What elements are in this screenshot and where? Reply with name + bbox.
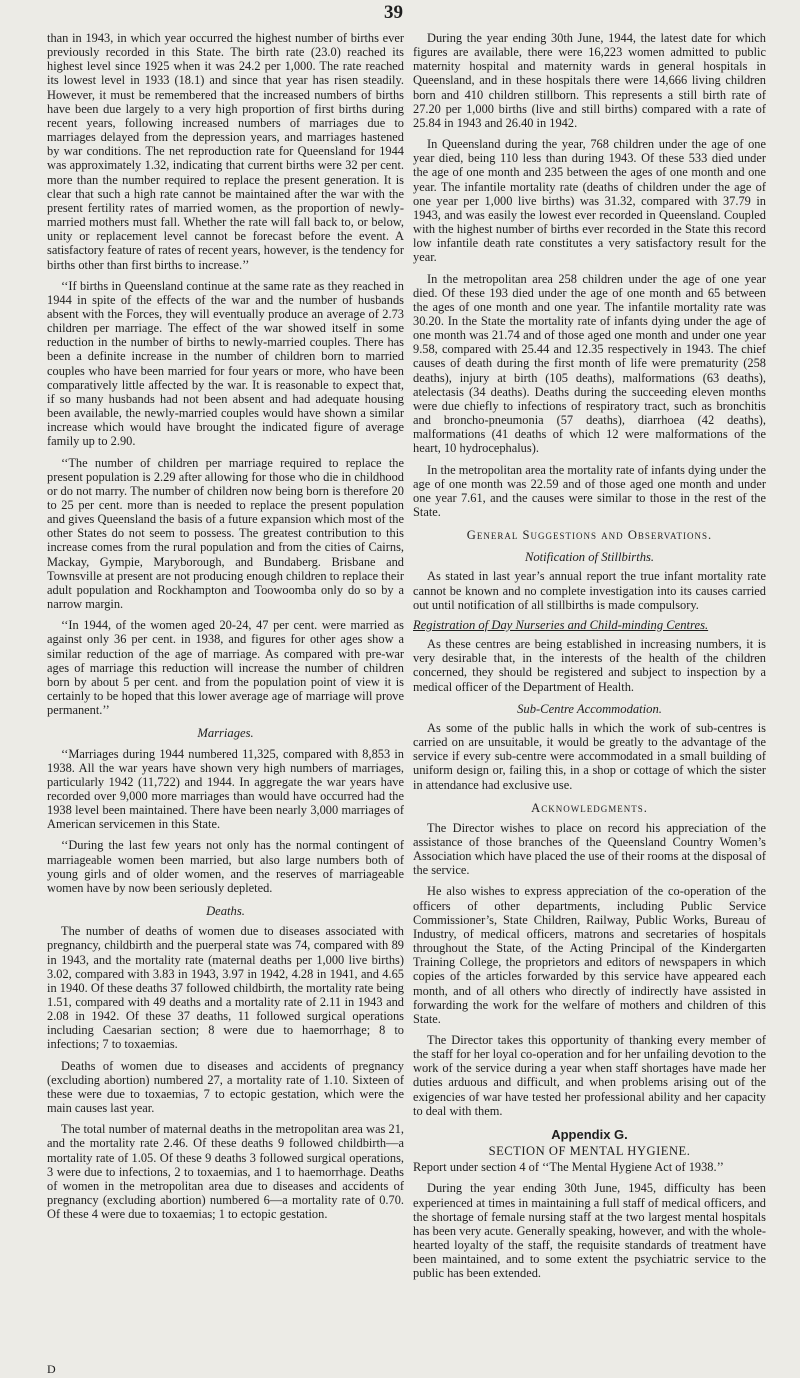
- heading-notification: Notification of Stillbirths.: [524, 550, 655, 565]
- paragraph: ‘‘During the last few years not only has the normal contingent of marriageable women been married, but also large numbers both of young girls and of older women, and the reserves of marriageable women have by now been seriously depleted.: [47, 838, 404, 895]
- heading-acknowledgments: Acknowledgments.: [531, 800, 648, 815]
- heading-general-suggestions: General Suggestions and Observations.: [466, 528, 713, 543]
- heading-subcentre: Sub-Centre Accommodation.: [517, 701, 662, 716]
- heading-registration: [413, 618, 766, 632]
- paragraph: As some of the public halls in which the work of sub-centres is carried on are unsuitable, it would be greatly to the advantage of the service if every sub-centre were accommodated in a small building of uniform design or, failing this, in a shop or cottage of which the sister in attendance had exclusive use.: [413, 720, 766, 792]
- section-title: SECTION OF MENTAL HYGIENE.: [488, 1144, 691, 1159]
- paragraph: ‘‘Marriages during 1944 numbered 11,325, compared with 8,853 in 1938. All the war years have shown very high numbers of marriages, particularly 1942 (11,722) and 1944. In aggregate the war years have recorded over 9,000 more marriages than would have occurred had the 1938 level been maintained. There have been nearly 3,000 marriages of American servicemen in this State.: [47, 746, 404, 832]
- left-column: [47, 31, 404, 1221]
- paragraph: than in 1943, in which year occurred the highest number of births ever previously recorded in this State. The birth rate (23.0) reached its highest level since 1925 when it was 24.2 per 1,000. The rate reached its lowest level in 1933 (18.1) and since that year has risen steadily. However, it must be remembered that the increased numbers of births have been due largely to a very high proportion of first births during recent years, following increased numbers of marriages due to marriages delayed from the depression years, and marriages hastened by war conditions. The net reproduction rate for Queensland for 1944 was approximately 1.32, indicating that current births were 32 per cent. more than the number required to replace the present generation. It is clear that such a high rate cannot be maintained after the war with the present fertility rates of married women, as the proportion of newly-married mothers must fall. Whether the rate will fall back to, or below, unity or replacement level cannot be forecast before the event. A satisfactory feature of rates of recent years, however, is the tendency for births other than first births to increase.’’: [47, 31, 404, 272]
- paragraph: As these centres are being established in increasing numbers, it is very desirable that, in the interests of the health of the children concerned, they should be registered and subject to inspection by a medical officer of the Department of Health.: [413, 637, 766, 694]
- paragraph: During the year ending 30th June, 1944, the latest date for which figures are available, there were 16,223 women admitted to public maternity hospital and maternity wards in general hospitals in Queensland, and in these hospitals there were 14,666 living children born and 410 children stillborn. This represents a still birth rate of 27.20 per 1,000 births (live and still births) compared with a rate of 25.84 in 1943 and 26.40 in 1942.: [413, 31, 766, 130]
- heading-marriages: Marriages.: [197, 726, 254, 741]
- paragraph: ‘‘The number of children per marriage required to replace the present population is 2.29 after allowing for those who die in childhood or do not marry. The number of children now being born is therefore 20 to 25 per cent. more than is needed to replace the present population and gives Queensland the basis of a future expansion which most of the other States do not seem to possess. The greatest contribution to this increase comes from the rural population and from the cities of Cairns, Mackay, Gympie, Maryborough, and Bundaberg. Brisbane and Townsville at present are not producing enough children to replace their adult population and Rockhampton and Toowoomba only do so by a narrow margin.: [47, 455, 404, 612]
- appendix-title: Appendix G.: [551, 1126, 628, 1142]
- footer-signature-letter: D: [47, 1362, 56, 1376]
- paragraph: During the year ending 30th June, 1945, difficulty has been experienced at times in maintaining a full staff of medical officers, and the shortage of female nursing staff at the two largest mental hospitals has been very acute. Generally speaking, however, and with the whole-hearted loyalty of the staff, the requisite standards of treatment have been maintained, and to some extent the psychiatric service to the public has been extended.: [413, 1181, 766, 1281]
- page-number: 39: [384, 2, 403, 23]
- paragraph: The number of deaths of women due to diseases associated with pregnancy, childbirth and the puerperal state was 74, compared with 89 in 1943, and the mortality rate (maternal deaths per 1,000 live births) 3.02, compared with 3.83 in 1943, 3.97 in 1942, 4.28 in 1941, and 4.65 in 1940. Of these deaths 37 followed childbirth, the mortality rate being 1.51, compared with 49 deaths and a mortality rate of 2.11 in 1943 and 2.08 in 1942. Of these 37 deaths, 11 followed surgical operations including Caesarian section; 8 were due to haemorrhage; 8 to infections; 7 to toxaemias.: [47, 924, 404, 1052]
- paragraph: The total number of maternal deaths in the metropolitan area was 21, and the mortality rate 2.46. Of these deaths 9 followed childbirth—a mortality rate of 1.05. Of these 9 deaths 3 followed surgical operations, 3 were due to infections, 2 to toxaemias, and 1 to haemorrhage. Deaths of women in the metropolitan area due to diseases and accidents of pregnancy (excluding abortion) numbered 6—a mortality rate of 0.70. Of these 4 were due to toxaemias; 1 to ectopic gestation.: [47, 1122, 404, 1222]
- heading-deaths: Deaths.: [206, 904, 245, 919]
- paragraph: ‘‘In 1944, of the women aged 20-24, 47 per cent. were married as against only 36 per cent. in 1938, and figures for other ages show a similar reduction of the age of marriage. As compared with pre-war ages of marriage this reduction will increase the number of children born by about 5 per cent. and from the population point of view it is certainly to be hoped that this lower average age of marriage will prove permanent.’’: [47, 618, 404, 718]
- paragraph: The Director wishes to place on record his appreciation of the assistance of those branches of the Queensland Country Women’s Association which have placed the use of their rooms at the disposal of the service.: [413, 820, 766, 878]
- paragraph: ‘‘If births in Queensland continue at the same rate as they reached in 1944 in spite of the effects of the war and the number of husbands absent with the Forces, they will eventually produce an average of 2.73 children per marriage. The effect of the war showed itself in some reduction in the number of births to newly-married couples. There has been a definite increase in the number of children born to married couples who have been married for four years or more, who have been comparatively little affected by the war. It is reasonable to expect that, if so many husbands had not been absent and had adequate housing been available, the newly-married couples would have shown a similar increase which would have brought the indicated figure of average family up to 2.90.: [47, 278, 404, 449]
- heading-registration-text: Registration of Day Nurseries and Child-minding Centres.: [413, 617, 709, 632]
- right-column: [413, 31, 766, 1281]
- paragraph: In Queensland during the year, 768 children under the age of one year died, being 110 less than during 1943. Of these 533 died under the age of one month and 235 between the ages of one month and one year. The infantile mortality rate (deaths of children under the age of one year per 1,000 live births) was 31.32, compared with 37.79 in 1943, and was easily the lowest ever recorded in Queensland. Coupled with the highest number of births ever recorded in the State this record low infantile death rate constitutes a very satisfactory result for the year.: [413, 137, 766, 265]
- paragraph: The Director takes this opportunity of thanking every member of the staff for her loyal co-operation and for her unfailing devotion to the work of the service during a year when staff shortages have made her duties arduous and difficult, and when problems arising out of the exigencies of war have tested her professional ability and her capacity to deal with them.: [413, 1033, 766, 1118]
- paragraph: He also wishes to express appreciation of the co-operation of the officers of other departments, including Public Service Commissioner’s, State Children, Railway, Public Works, Bureau of Industry, of medical officers, matrons and secretaries of hospitals throughout the State, of the Acting Principal of the Kindergarten Training College, the proprietors and editors of newspapers in which copies of the articles forwarded by this service have appeared each month, and of all others who directly of indirectly have assisted in forwarding the work for the welfare of mothers and children of this State.: [413, 884, 766, 1026]
- paragraph: Deaths of women due to diseases and accidents of pregnancy (excluding abortion) numbered 27, a mortality rate of 1.10. Sixteen of these were due to toxaemias, 7 to ectopic gestation, which were the main causes last year.: [47, 1058, 404, 1116]
- paragraph: As stated in last year’s annual report the true infant mortality rate cannot be known and no complete investigation into its causes carried out until notification of all stillbirths is made compulsory.: [413, 569, 766, 612]
- paragraph: In the metropolitan area the mortality rate of infants dying under the age of one month was 22.59 and of those aged one month and under one year 7.61, and the causes were similar to those in the rest of the State.: [413, 462, 766, 519]
- report-line: Report under section 4 of ‘‘The Mental Hygiene Act of 1938.’’: [413, 1160, 724, 1175]
- paragraph: In the metropolitan area 258 children under the age of one year died. Of these 193 died under the age of one month and 65 between the ages of one month and one year. The infantile mortality rate was 30.20. In the State the mortality rate of infants dying under the age of one month was 21.74 and of those aged one month and under one year 9.58, compared with 25.44 and 12.35 respectively in 1943. The chief causes of death during the first month of life were prematurity (258 deaths), injury at birth (105 deaths), malformations (63 deaths), atelectasis (34 deaths). Deaths during the succeeding eleven months were due chiefly to infections of respiratory tract, such as bronchitis and broncho-pneumonia (57 deaths), diarrhoea (42 deaths), malformations (41 deaths of which 12 were malformations of the heart, 10 hydrocephalus).: [413, 271, 766, 456]
